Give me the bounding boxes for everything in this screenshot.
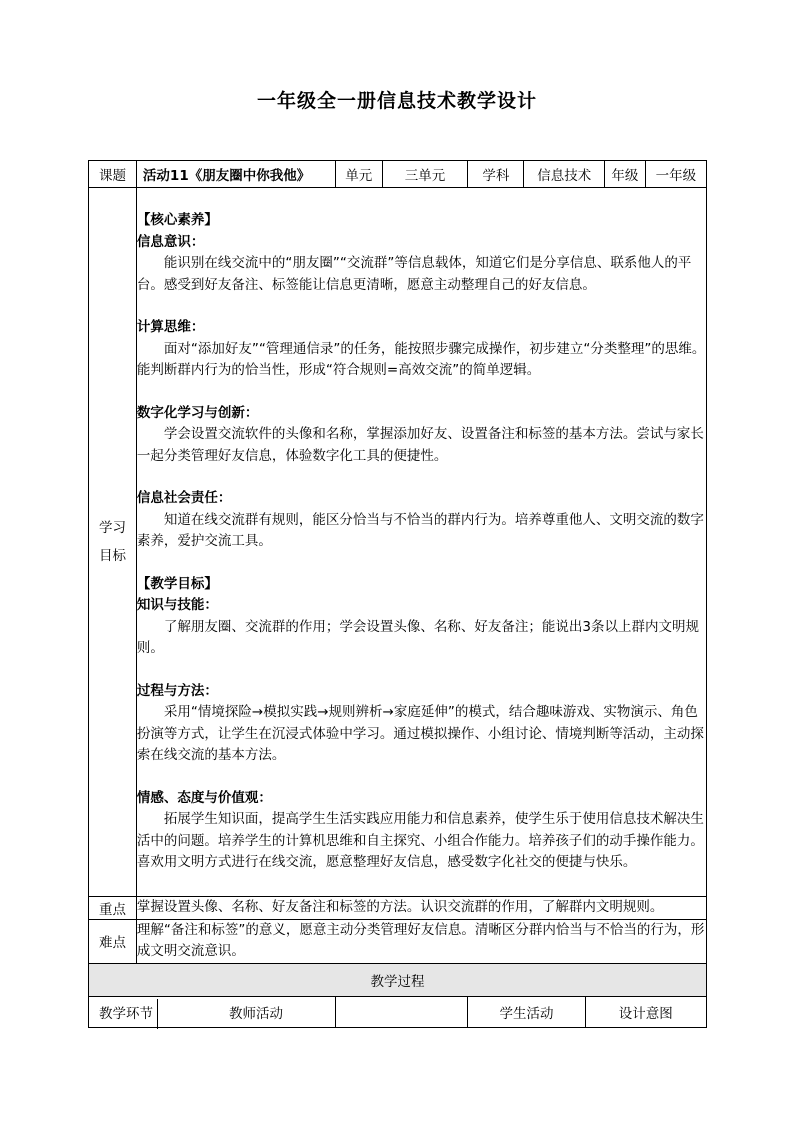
process-text: 采用“情境探险→模拟实践→规则辨析→家庭延伸”的模式，结合趣味游戏、实物演示、角色扮演等方式，让学生在沉浸式体验中学习。通过模拟操作、小组讨论、情境判断等活动，主动探索在线交流的基本方法。: [136, 704, 704, 764]
topic-label: 课题: [89, 161, 137, 188]
key-point-label: 重点: [89, 897, 137, 920]
difficulty-label: 难点: [89, 919, 137, 963]
digital-text: 学会设置交流软件的头像和名称，掌握添加好友、设置备注和标签的基本方法。尝试与家长一起分类管理好友信息，体验数字化工具的便捷性。: [136, 426, 704, 464]
grade-label: 年级: [604, 161, 645, 188]
computational-text: 面对“添加好友”“管理通信录”的任务，能按照步骤完成操作，初步建立“分类整理”的思维。能判断群内行为的恰当性，形成“符合规则=高效交流”的简单逻辑。: [136, 340, 706, 379]
col-teacher: 教师活动: [229, 1005, 283, 1022]
key-point-row: [89, 897, 707, 920]
core-literacy-heading: 【核心素养】: [136, 212, 218, 229]
objectives-label: 学习目标: [89, 188, 137, 897]
lesson-plan-table: [88, 160, 707, 1028]
header-row: [89, 161, 707, 188]
knowledge-text: 了解朋友圈、交流群的作用；学会设置头像、名称、好友备注；能说出3条以上群内文明规则。: [136, 618, 700, 657]
social-heading: 信息社会责任：: [136, 490, 232, 507]
digital-heading: 数字化学习与创新：: [136, 404, 259, 421]
subject-value: 信息技术: [524, 161, 605, 188]
info-awareness-text: 能识别在线交流中的“朋友圈”“交流群”等信息载体，知道它们是分享信息、联系他人的平台。感受到好友备注、标签能让信息更清晰，愿意主动整理自己的好友信息。: [136, 255, 692, 293]
objectives-content: [136, 188, 706, 897]
social-text: 知道在线交流群有规则，能区分恰当与不恰当的群内行为。培养尊重他人、文明交流的数字素养，爱护交流工具。: [136, 511, 704, 550]
emotion-text: 拓展学生知识面，提高学生生活实践应用能力和信息素养，使学生乐于使用信息技术解决生活中的问题。培养学生的计算机思维和自主探究、小组合作能力。培养孩子们的动手操作能力。喜欢用文明方式进行在线交流，愿意整理好友信息，感受数字化社交的便捷与快乐。: [136, 811, 704, 871]
objectives-row: [89, 188, 707, 897]
col-stage: 教学环节 教师活动: [89, 996, 336, 1027]
difficulty-text: 理解“备注和标签”的意义，愿意主动分类管理好友信息。清晰区分群内恰当与不恰当的行为，形成文明交流意识。: [136, 919, 706, 963]
grade-value: 一年级: [645, 161, 706, 188]
difficulty-row: [89, 919, 707, 963]
emotion-heading: 情感、态度与价值观：: [136, 789, 272, 806]
col-intent: 设计意图: [585, 996, 706, 1027]
teaching-goals-heading: 【教学目标】: [136, 575, 218, 592]
process-title: 教学过程: [89, 963, 707, 996]
page-title: 一年级全一册信息技术教学设计: [256, 90, 537, 112]
computational-heading: 计算思维：: [136, 319, 205, 336]
col-teacher-cont: [335, 996, 468, 1027]
unit-value: 三单元: [382, 161, 468, 188]
knowledge-heading: 知识与技能：: [136, 597, 218, 614]
key-point-text: 掌握设置头像、名称、好友备注和标签的方法。认识交流群的作用，了解群内文明规则。: [136, 897, 706, 920]
unit-label: 单元: [335, 161, 382, 188]
process-columns-row: [89, 996, 707, 1027]
col-student: 学生活动: [468, 996, 585, 1027]
process-title-row: [89, 963, 707, 996]
topic-value: 活动11《朋友圈中你我他》: [136, 161, 335, 188]
info-awareness-heading: 信息意识：: [136, 233, 205, 250]
subject-label: 学科: [468, 161, 524, 188]
process-heading: 过程与方法：: [136, 682, 218, 699]
